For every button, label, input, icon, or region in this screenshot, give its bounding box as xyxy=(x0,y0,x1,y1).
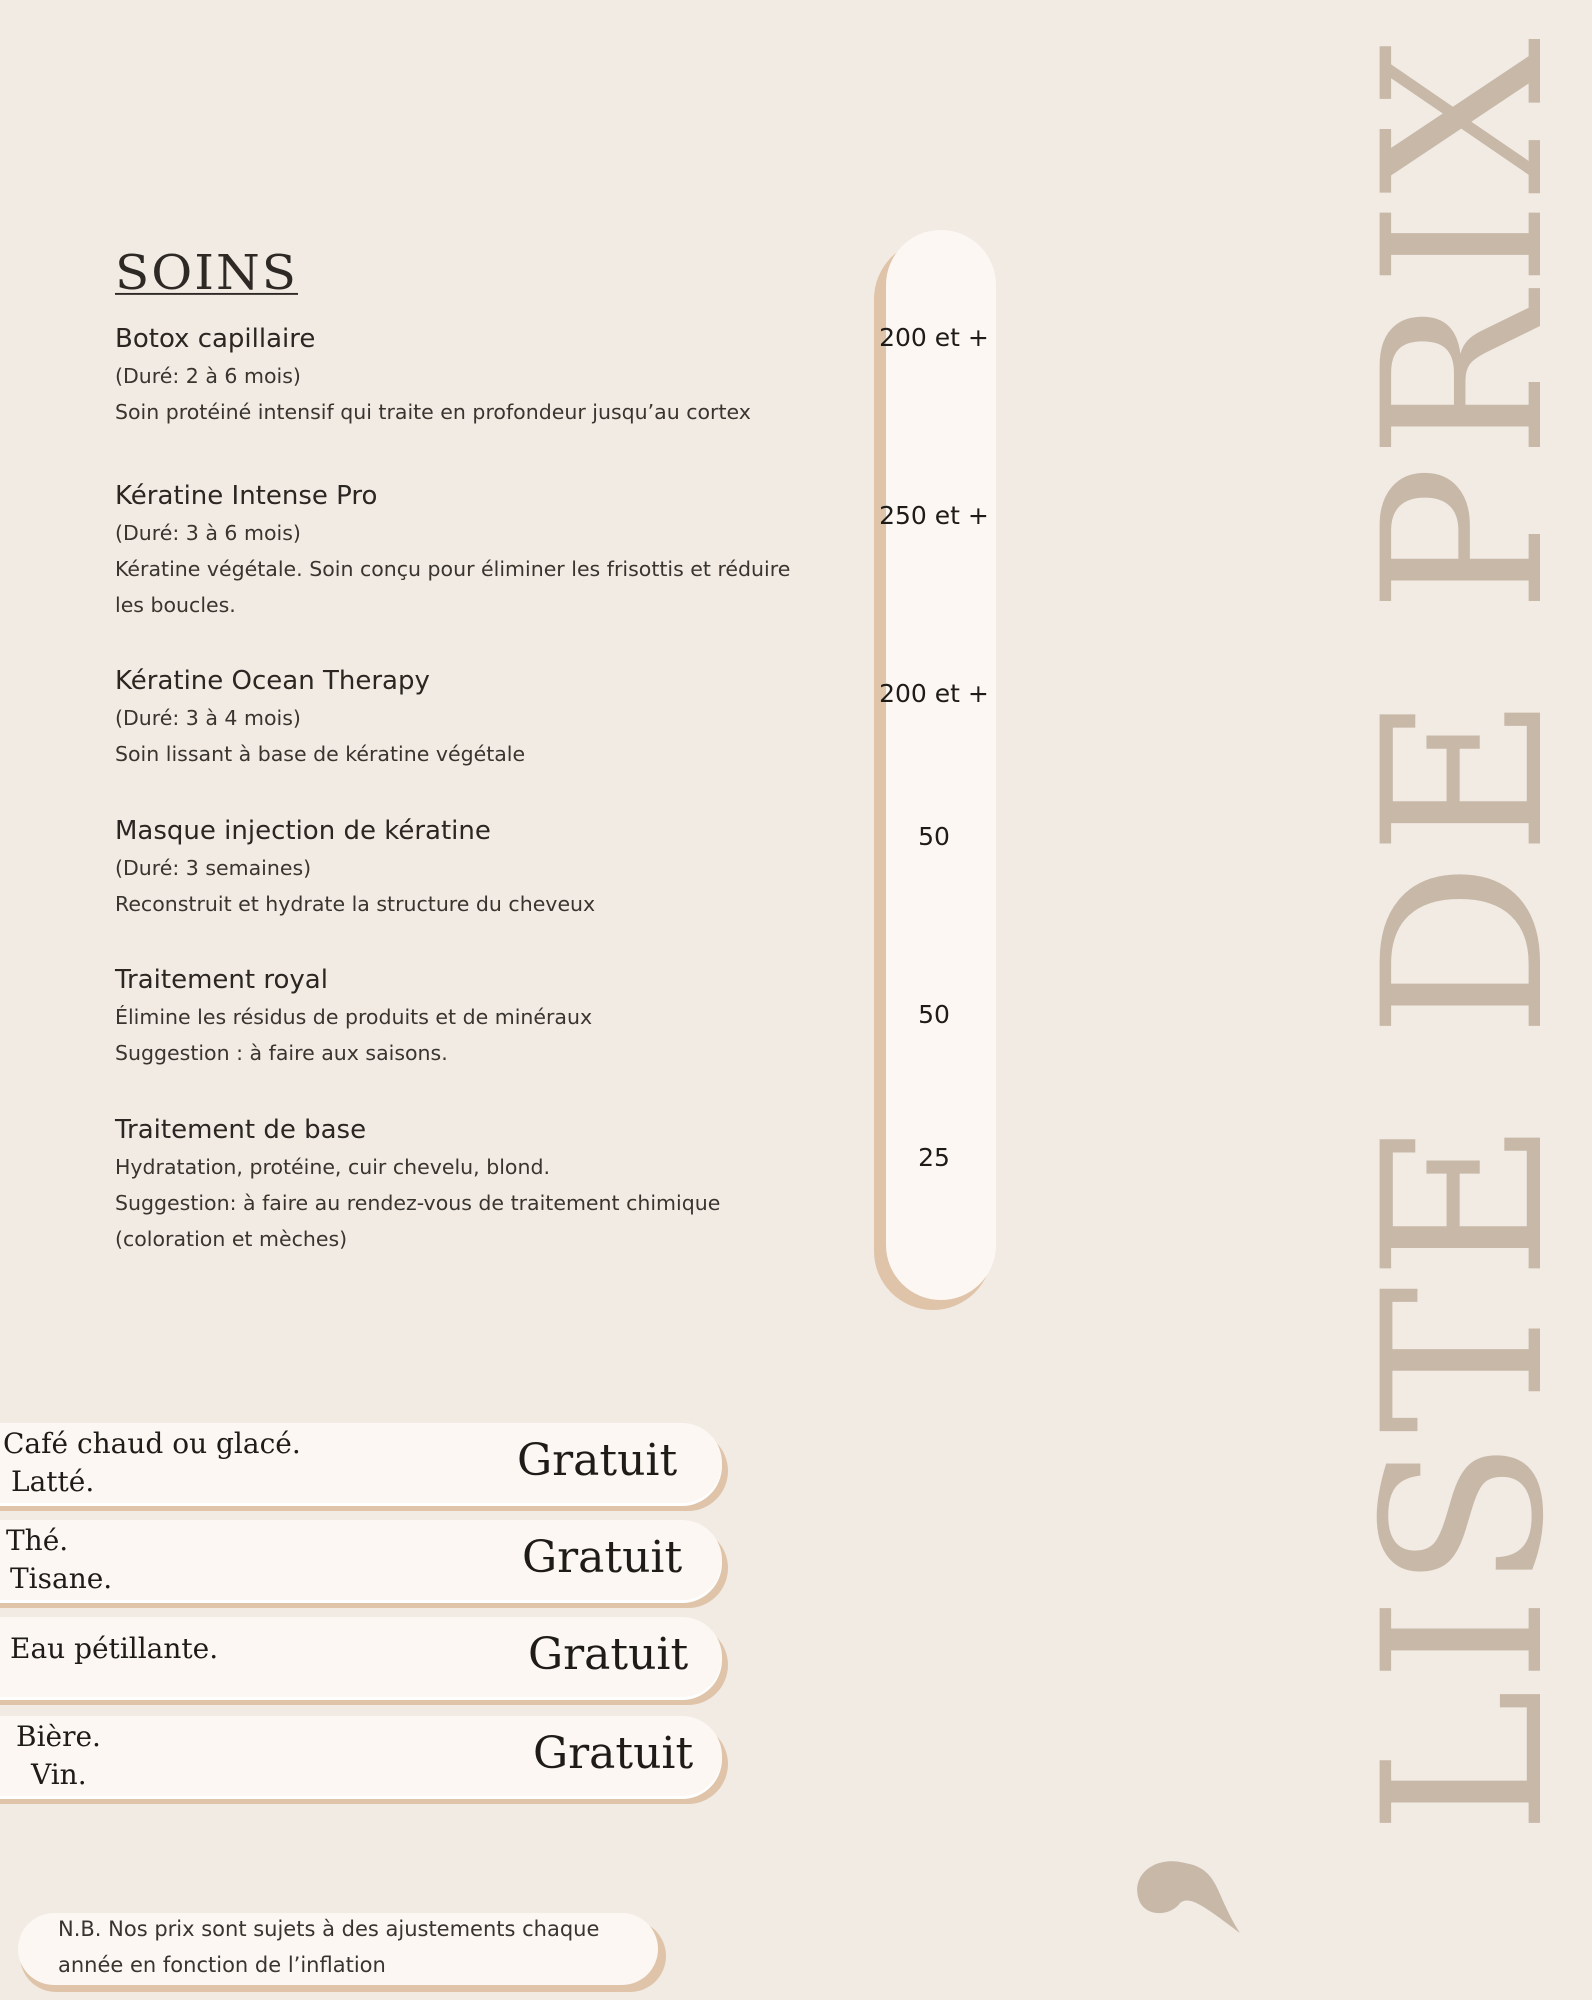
service-item xyxy=(115,322,825,430)
service-price: 200 et + xyxy=(879,679,989,708)
service-duration: (Duré: 3 semaines) xyxy=(115,856,312,880)
drink-price: Gratuit xyxy=(528,1629,689,1680)
drink-row xyxy=(0,1617,730,1703)
drink-row xyxy=(0,1520,730,1606)
drink-items xyxy=(10,1630,218,1668)
service-description: Suggestion: à faire au rendez-vous de traitement chimique xyxy=(115,1191,721,1215)
drink-items xyxy=(6,1522,112,1598)
service-price: 50 xyxy=(918,1000,950,1029)
service-item xyxy=(115,1113,825,1257)
service-description: Suggestion : à faire aux saisons. xyxy=(115,1041,448,1065)
service-price: 25 xyxy=(918,1143,950,1172)
service-name: Traitement royal xyxy=(115,965,328,995)
service-name: Kératine Intense Pro xyxy=(115,481,378,511)
service-description: Soin lissant à base de kératine végétale xyxy=(115,742,526,766)
vertical-title: LISTE DE PRIX xyxy=(1336,31,1592,1835)
note-text xyxy=(58,1911,648,1983)
service-price: 50 xyxy=(918,822,950,851)
drink-item: Vin. xyxy=(31,1758,87,1791)
service-description: (coloration et mèches) xyxy=(115,1227,348,1251)
service-name: Traitement de base xyxy=(115,1115,367,1145)
service-description: les boucles. xyxy=(115,593,236,617)
drink-item: Thé. xyxy=(6,1524,69,1557)
drink-item: Latté. xyxy=(11,1465,95,1498)
drink-item: Bière. xyxy=(16,1720,101,1753)
service-duration: (Duré: 3 à 6 mois) xyxy=(115,521,301,545)
drink-row xyxy=(0,1716,730,1802)
service-item xyxy=(115,963,825,1071)
drink-items xyxy=(16,1718,101,1794)
service-item xyxy=(115,664,825,772)
service-name: Masque injection de kératine xyxy=(115,816,491,846)
service-price: 250 et + xyxy=(879,501,989,530)
service-item xyxy=(115,814,825,922)
drink-item: Eau pétillante. xyxy=(10,1632,219,1665)
drink-items xyxy=(3,1425,301,1501)
service-name: Kératine Ocean Therapy xyxy=(115,666,430,696)
drink-item: Café chaud ou glacé. xyxy=(3,1427,301,1460)
comma-icon xyxy=(1125,1855,1245,1935)
drink-price: Gratuit xyxy=(522,1532,683,1583)
service-duration: (Duré: 2 à 6 mois) xyxy=(115,364,301,388)
service-description: Hydratation, protéine, cuir chevelu, blond. xyxy=(115,1155,550,1179)
note-line: N.B. Nos prix sont sujets à des ajustements chaque xyxy=(58,1917,600,1941)
drink-price: Gratuit xyxy=(517,1435,678,1486)
service-description: Élimine les résidus de produits et de minéraux xyxy=(115,1005,593,1029)
price-column xyxy=(886,230,996,1300)
section-title: SOINS xyxy=(115,245,298,301)
drink-price: Gratuit xyxy=(533,1728,694,1779)
service-name: Botox capillaire xyxy=(115,324,316,354)
drink-item: Tisane. xyxy=(10,1562,113,1595)
drink-row xyxy=(0,1423,730,1509)
service-description: Kératine végétale. Soin conçu pour éliminer les frisottis et réduire xyxy=(115,557,791,581)
note-line: année en fonction de l’inflation xyxy=(58,1953,386,1977)
service-duration: (Duré: 3 à 4 mois) xyxy=(115,706,301,730)
service-description: Soin protéiné intensif qui traite en profondeur jusqu’au cortex xyxy=(115,400,751,424)
service-item xyxy=(115,479,825,623)
service-price: 200 et + xyxy=(879,323,989,352)
service-description: Reconstruit et hydrate la structure du cheveux xyxy=(115,892,596,916)
